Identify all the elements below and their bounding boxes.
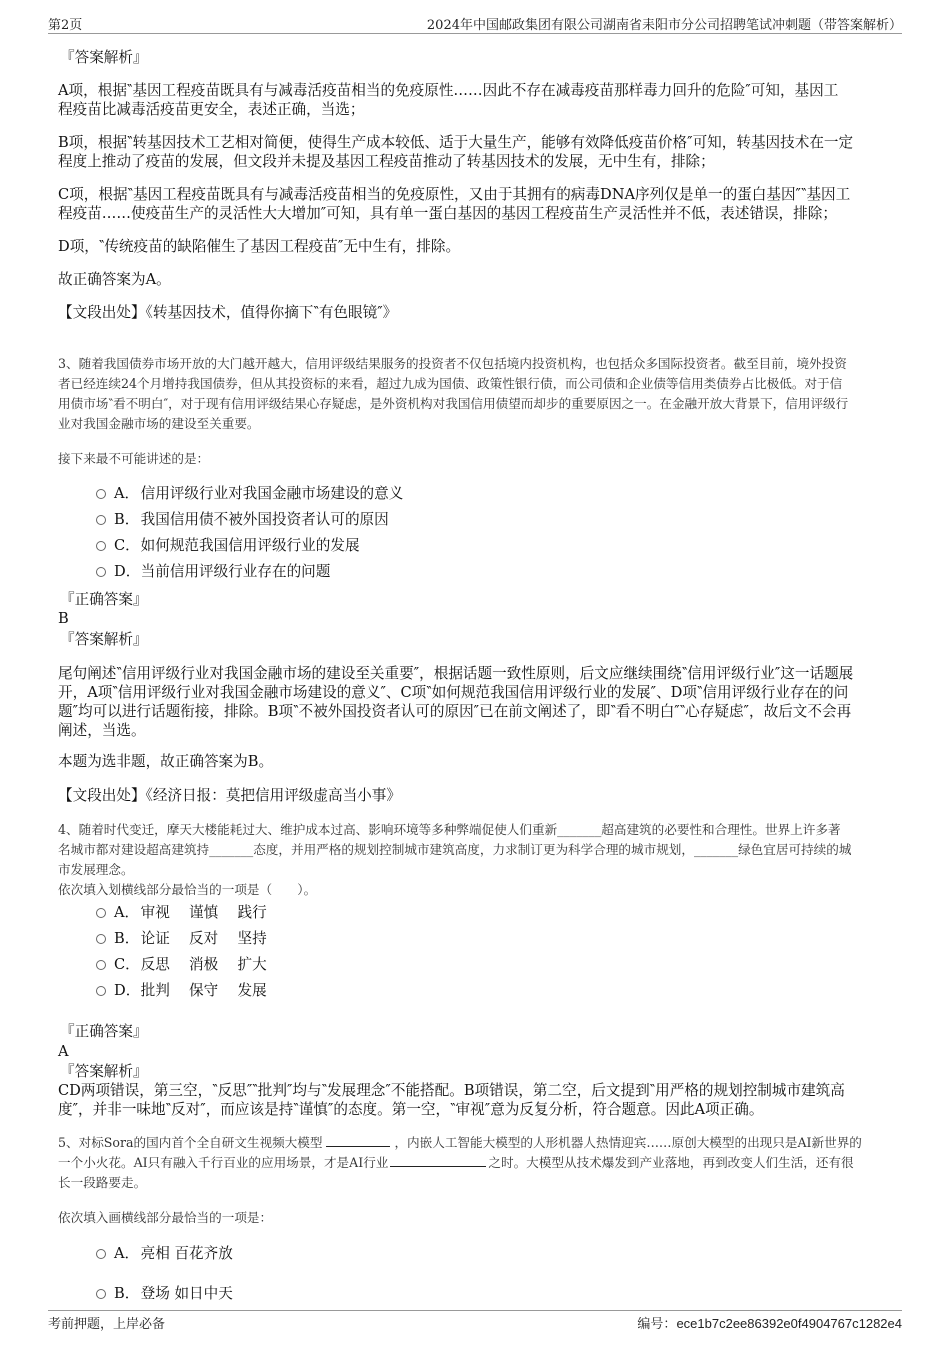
q3-source: 【文段出处】《经济日报：莫把信用评级虚高当小事》	[58, 787, 401, 804]
radio-icon[interactable]	[96, 986, 106, 996]
q4-option-d[interactable]: D． 批判 保守 发展	[96, 981, 267, 1000]
radio-icon[interactable]	[96, 1249, 106, 1259]
radio-icon[interactable]	[96, 908, 106, 918]
q5-prompt: 依次填入画横线部分最恰当的一项是：	[58, 1210, 273, 1225]
q3-stem-line2: 者已经连续24个月增持我国债券，但从其投资标的来看，超过九成为国债、政策性银行债，而公司债和企业债等信用类债券占比极低。对于信	[58, 376, 843, 391]
q3-conclusion: 本题为选非题，故正确答案为B。	[58, 753, 274, 770]
radio-icon[interactable]	[96, 541, 106, 551]
q2-analysis-c-line2: 程疫苗……使疫苗生产的灵活性大大增加″可知，具有单一蛋白基因的基因工程疫苗生产灵活性并不低，表述错误，排除；	[58, 205, 837, 222]
q2-conclusion: 故正确答案为A。	[58, 271, 171, 288]
footer-code: 编号：ece1b7c2ee86392e0f4904767c1282e4	[637, 1316, 902, 1332]
q3-option-a[interactable]: A． 信用评级行业对我国金融市场建设的意义	[96, 484, 403, 503]
q2-analysis-b-line2: 程度上推动了疫苗的发展，但文段并未提及基因工程疫苗推动了转基因技术的发展，无中生有，排除；	[58, 153, 715, 170]
radio-icon[interactable]	[96, 567, 106, 577]
q3-stem-line4: 业对我国金融市场的建设至关重要。	[58, 416, 260, 431]
q4-answer: A	[58, 1043, 69, 1060]
radio-icon[interactable]	[96, 934, 106, 944]
q3-analysis-line1: 尾句阐述‶信用评级行业对我国金融市场的建设至关重要″，根据话题一致性原则，后文应继续围绕‶信用评级行业″这一话题展	[58, 665, 854, 682]
radio-icon[interactable]	[96, 960, 106, 970]
q2-source: 【文段出处】《转基因技术，值得你摘下‶有色眼镜″》	[58, 304, 398, 321]
q4-stem-line3: 市发展理念。	[58, 862, 134, 877]
q3-option-b[interactable]: B． 我国信用债不被外国投资者认可的原因	[96, 510, 389, 529]
q4-option-a[interactable]: A． 审视 谨慎 践行	[96, 903, 267, 922]
q4-analysis-line1: CD两项错误，第三空，‶反思″‶批判″均与‶发展理念″不能搭配。B项错误，第二空，后文提到‶用严格的规划控制城市建筑高	[58, 1082, 845, 1099]
q4-answer-label: 『正确答案』	[60, 1023, 148, 1040]
q3-analysis-line2: 开，A项‶信用评级行业对我国金融市场建设的意义″、C项‶如何规范我国信用评级行业的发展″、D项‶信用评级行业存在的问	[58, 684, 849, 701]
q4-option-b[interactable]: B． 论证 反对 坚持	[96, 929, 267, 948]
q5-stem-line2: 一个小火花。AI只有融入千行百业的应用场景，才是AI行业 之时。大模型从技术爆发到产业落地，再到改变人们生活，还有很	[58, 1155, 854, 1170]
radio-icon[interactable]	[96, 1289, 106, 1299]
document-title: 2024年中国邮政集团有限公司湖南省耒阳市分公司招聘笔试冲刺题（带答案解析）	[426, 18, 902, 33]
radio-icon[interactable]	[96, 515, 106, 525]
q4-analysis-line2: 度″，并非一味地‶反对″，而应该是持‶谨慎″的态度。第一空，‶审视″意为反复分析，符合题意。因此A项正确。	[58, 1101, 764, 1118]
radio-icon[interactable]	[96, 489, 106, 499]
footer-slogan: 考前押题，上岸必备	[48, 1317, 166, 1332]
q3-option-d[interactable]: D． 当前信用评级行业存在的问题	[96, 562, 330, 581]
q3-analysis-line3: 题″均可以进行话题衔接，排除。B项‶不被外国投资者认可的原因″已在前文阐述了，即‶看不明白″‶心存疑虑″，故后文不会再	[58, 703, 852, 720]
q4-stem-line1: 4、随着时代变迁，摩天大楼能耗过大、维护成本过高、影响环境等多种弊端促使人们重新_______超高建筑的必要性和合理性。世界上许多著	[58, 822, 841, 837]
q5-blank-1	[326, 1134, 390, 1147]
header-divider	[48, 33, 902, 34]
q2-analysis-c-line1: C项，根据‶基因工程疫苗既具有与减毒活疫苗相当的免疫原性，又由于其拥有的病毒DNA序列仅是单一的蛋白基因″‶基因工	[58, 186, 851, 203]
q2-analysis-a-line1: A项，根据‶基因工程疫苗既具有与减毒活疫苗相当的免疫原性……因此不存在减毒疫苗那样毒力回升的危险″可知，基因工	[58, 82, 839, 99]
q5-blank-2	[390, 1154, 486, 1167]
page-number: 第2页	[48, 18, 83, 33]
q2-analysis-d: D项，‶传统疫苗的缺陷催生了基因工程疫苗″无中生有，排除。	[58, 238, 461, 255]
q3-option-c[interactable]: C． 如何规范我国信用评级行业的发展	[96, 536, 360, 555]
q4-blank-1: _______	[557, 822, 602, 837]
q3-analysis-line4: 阐述，当选。	[58, 722, 146, 739]
q2-analysis-a-line2: 程疫苗比减毒活疫苗更安全，表述正确，当选；	[58, 101, 365, 118]
q5-stem-line1: 5、对标Sora的国内首个全自研文生视频大模型 ，内嵌人工智能大模型的人形机器人热情迎宾……原创大模型的出现只是AI新世界的	[58, 1135, 862, 1150]
q5-option-a[interactable]: A． 亮相 百花齐放	[96, 1244, 233, 1263]
q3-answer-label: 『正确答案』	[60, 591, 148, 608]
q4-blank-3: _______	[693, 842, 739, 857]
q5-stem-line3: 长一段路要走。	[58, 1175, 147, 1190]
q2-analysis-label: 『答案解析』	[60, 49, 148, 66]
q4-stem-line2: 名城市都对建设超高建筑持_______态度，并用严格的规划控制城市建筑高度，力求制订更为科学合理的城市规划，_______绿色宜居可持续的城	[58, 842, 852, 857]
q4-analysis-label: 『答案解析』	[60, 1063, 148, 1080]
q4-prompt: 依次填入划横线部分最恰当的一项是（ ）。	[58, 882, 317, 897]
q4-option-c[interactable]: C． 反思 消极 扩大	[96, 955, 267, 974]
q3-stem-line3: 用债市场‶看不明白″，对于现有信用评级结果心存疑虑，是外资机构对我国信用债望而却步的重要原因之一。在金融开放大背景下，信用评级行	[58, 396, 849, 411]
q3-stem-line1: 3、随着我国债券市场开放的大门越开越大，信用评级结果服务的投资者不仅包括境内投资机构，也包括众多国际投资者。截至目前，境外投资	[58, 356, 847, 371]
q3-answer: B	[58, 610, 69, 627]
q3-analysis-label: 『答案解析』	[60, 631, 148, 648]
q5-option-b[interactable]: B． 登场 如日中天	[96, 1284, 233, 1303]
q2-analysis-b-line1: B项，根据‶转基因技术工艺相对简便，使得生产成本较低、适于大量生产，能够有效降低疫苗价格″可知，转基因技术在一定	[58, 134, 854, 151]
footer-divider	[48, 1310, 902, 1311]
q3-prompt: 接下来最不可能讲述的是：	[58, 451, 210, 466]
q4-blank-2: _______	[209, 842, 254, 857]
